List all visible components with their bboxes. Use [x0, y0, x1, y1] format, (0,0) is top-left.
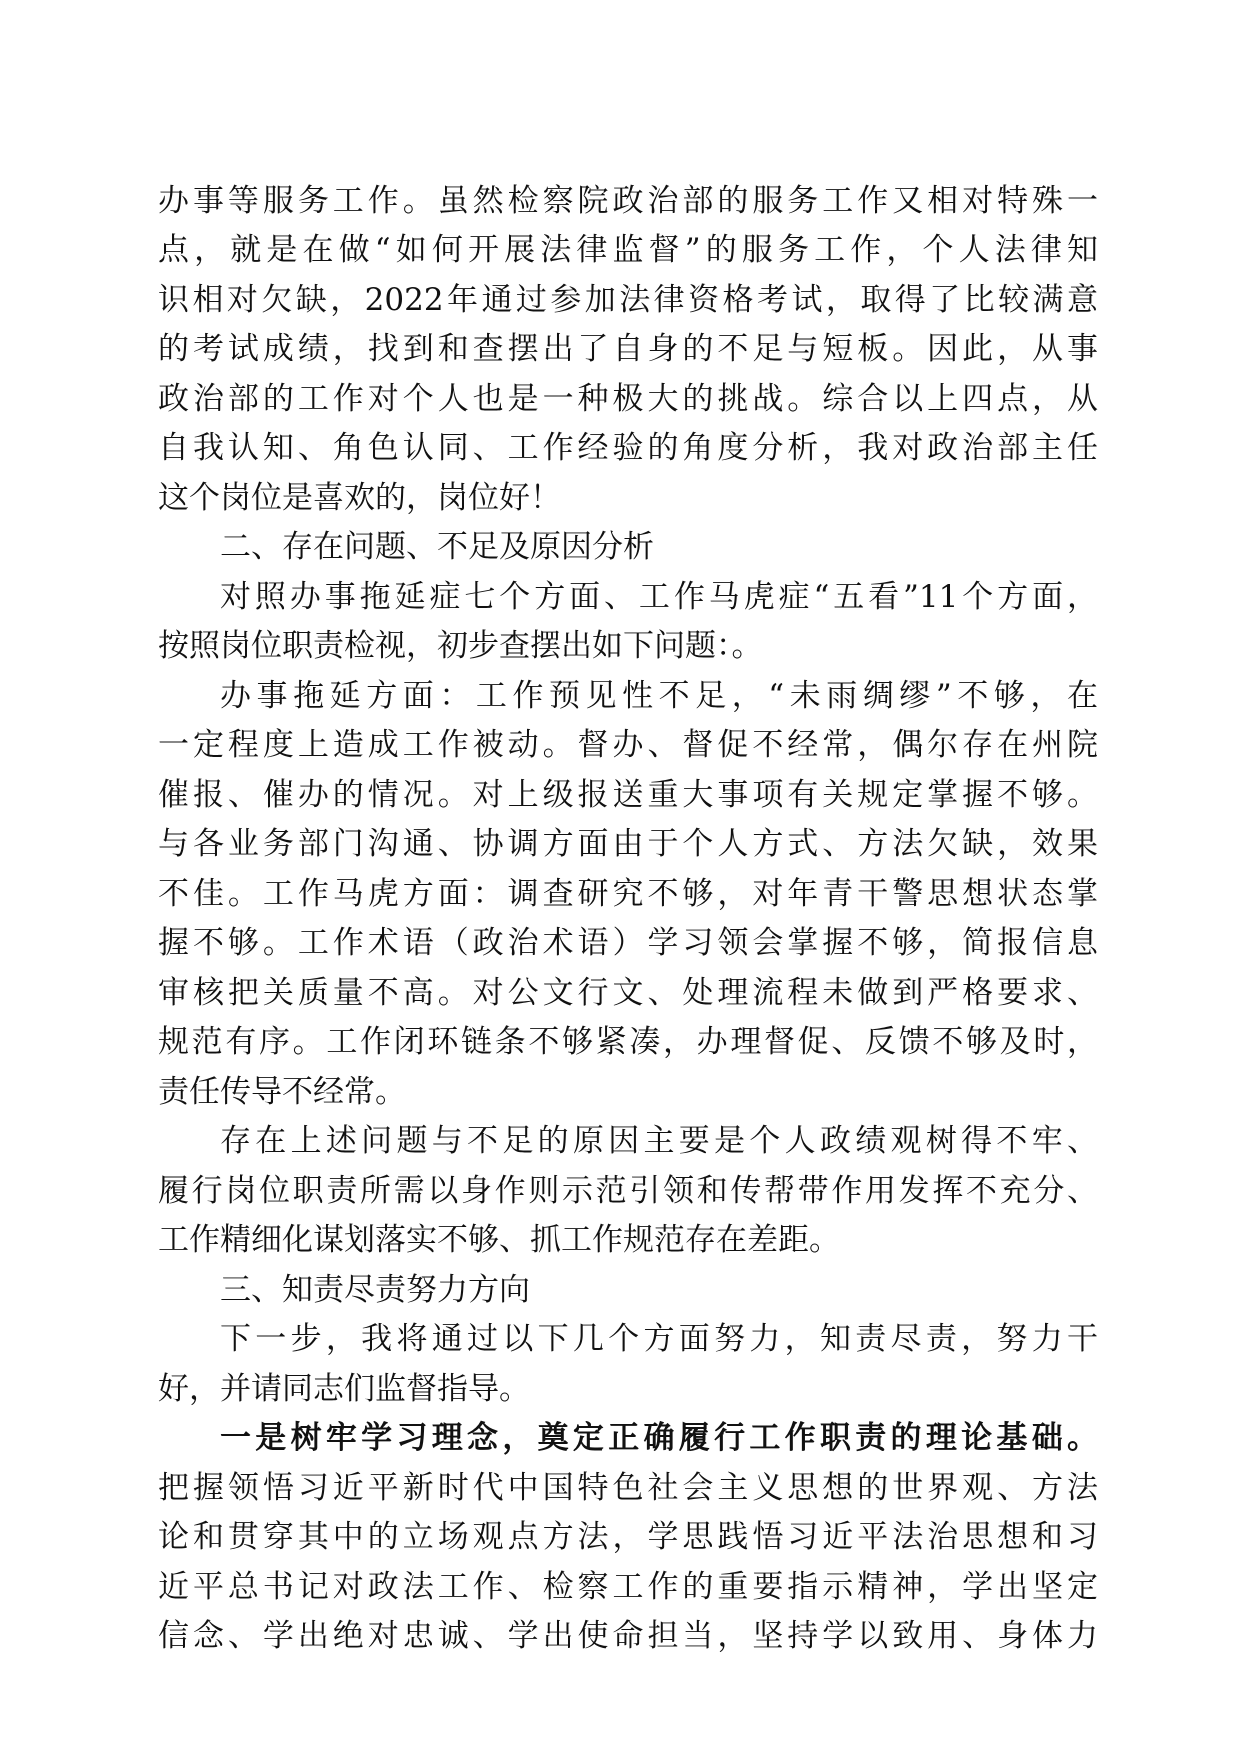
text-line: 好，并请同志们监督指导。 — [158, 1371, 530, 1407]
text-line: 不佳。工作马虎方面：调查研究不够，对年青干警思想状态掌 — [158, 876, 1098, 912]
text-line: 一定程度上造成工作被动。督办、督促不经常，偶尔存在州院 — [158, 727, 1098, 763]
section-heading-direction: 三、知责尽责努力方向 — [220, 1272, 530, 1308]
text-line: 把握领悟习近平新时代中国特色社会主义思想的世界观、方法 — [158, 1470, 1098, 1506]
text-line: 催报、催办的情况。对上级报送重大事项有关规定掌握不够。 — [158, 777, 1098, 813]
text-line: 近平总书记对政法工作、检察工作的重要指示精神，学出坚定 — [158, 1569, 1098, 1605]
text-line: 工作精细化谋划落实不够、抓工作规范存在差距。 — [158, 1222, 840, 1258]
text-line: 这个岗位是喜欢的，岗位好！ — [158, 480, 561, 516]
text-line: 履行岗位职责所需以身作则示范引领和传帮带作用发挥不充分、 — [158, 1173, 1098, 1209]
text-line: 办事拖延方面：工作预见性不足，“未雨绸缪”不够，在 — [220, 678, 1098, 714]
text-line: 下一步，我将通过以下几个方面努力，知责尽责，努力干 — [220, 1321, 1098, 1357]
text-line: 论和贯穿其中的立场观点方法，学思践悟习近平法治思想和习 — [158, 1519, 1098, 1555]
text-line: 握不够。工作术语（政治术语）学习领会掌握不够，简报信息 — [158, 925, 1098, 961]
bold-point-heading: 一是树牢学习理念，奠定正确履行工作职责的理论基础。 — [220, 1420, 1098, 1456]
text-line: 办事等服务工作。虽然检察院政治部的服务工作又相对特殊一 — [158, 183, 1098, 219]
text-line: 自我认知、角色认同、工作经验的角度分析，我对政治部主任 — [158, 430, 1098, 466]
text-line: 对照办事拖延症七个方面、工作马虎症“五看”11个方面， — [220, 579, 1098, 615]
text-line: 审核把关质量不高。对公文行文、处理流程未做到严格要求、 — [158, 975, 1098, 1011]
section-heading-problems: 二、存在问题、不足及原因分析 — [220, 529, 654, 565]
text-line: 识相对欠缺，2022年通过参加法律资格考试，取得了比较满意 — [158, 282, 1098, 318]
text-line: 责任传导不经常。 — [158, 1074, 406, 1110]
text-line: 按照岗位职责检视，初步查摆出如下问题：。 — [158, 628, 763, 664]
text-line: 点，就是在做“如何开展法律监督”的服务工作，个人法律知 — [158, 232, 1098, 268]
text-line: 的考试成绩，找到和查摆出了自身的不足与短板。因此，从事 — [158, 331, 1098, 367]
text-line: 规范有序。工作闭环链条不够紧凑，办理督促、反馈不够及时， — [158, 1024, 1098, 1060]
text-line: 存在上述问题与不足的原因主要是个人政绩观树得不牢、 — [220, 1123, 1098, 1159]
text-line: 信念、学出绝对忠诚、学出使命担当，坚持学以致用、身体力 — [158, 1618, 1098, 1654]
text-line: 政治部的工作对个人也是一种极大的挑战。综合以上四点，从 — [158, 381, 1098, 417]
text-line: 与各业务部门沟通、协调方面由于个人方式、方法欠缺，效果 — [158, 826, 1098, 862]
